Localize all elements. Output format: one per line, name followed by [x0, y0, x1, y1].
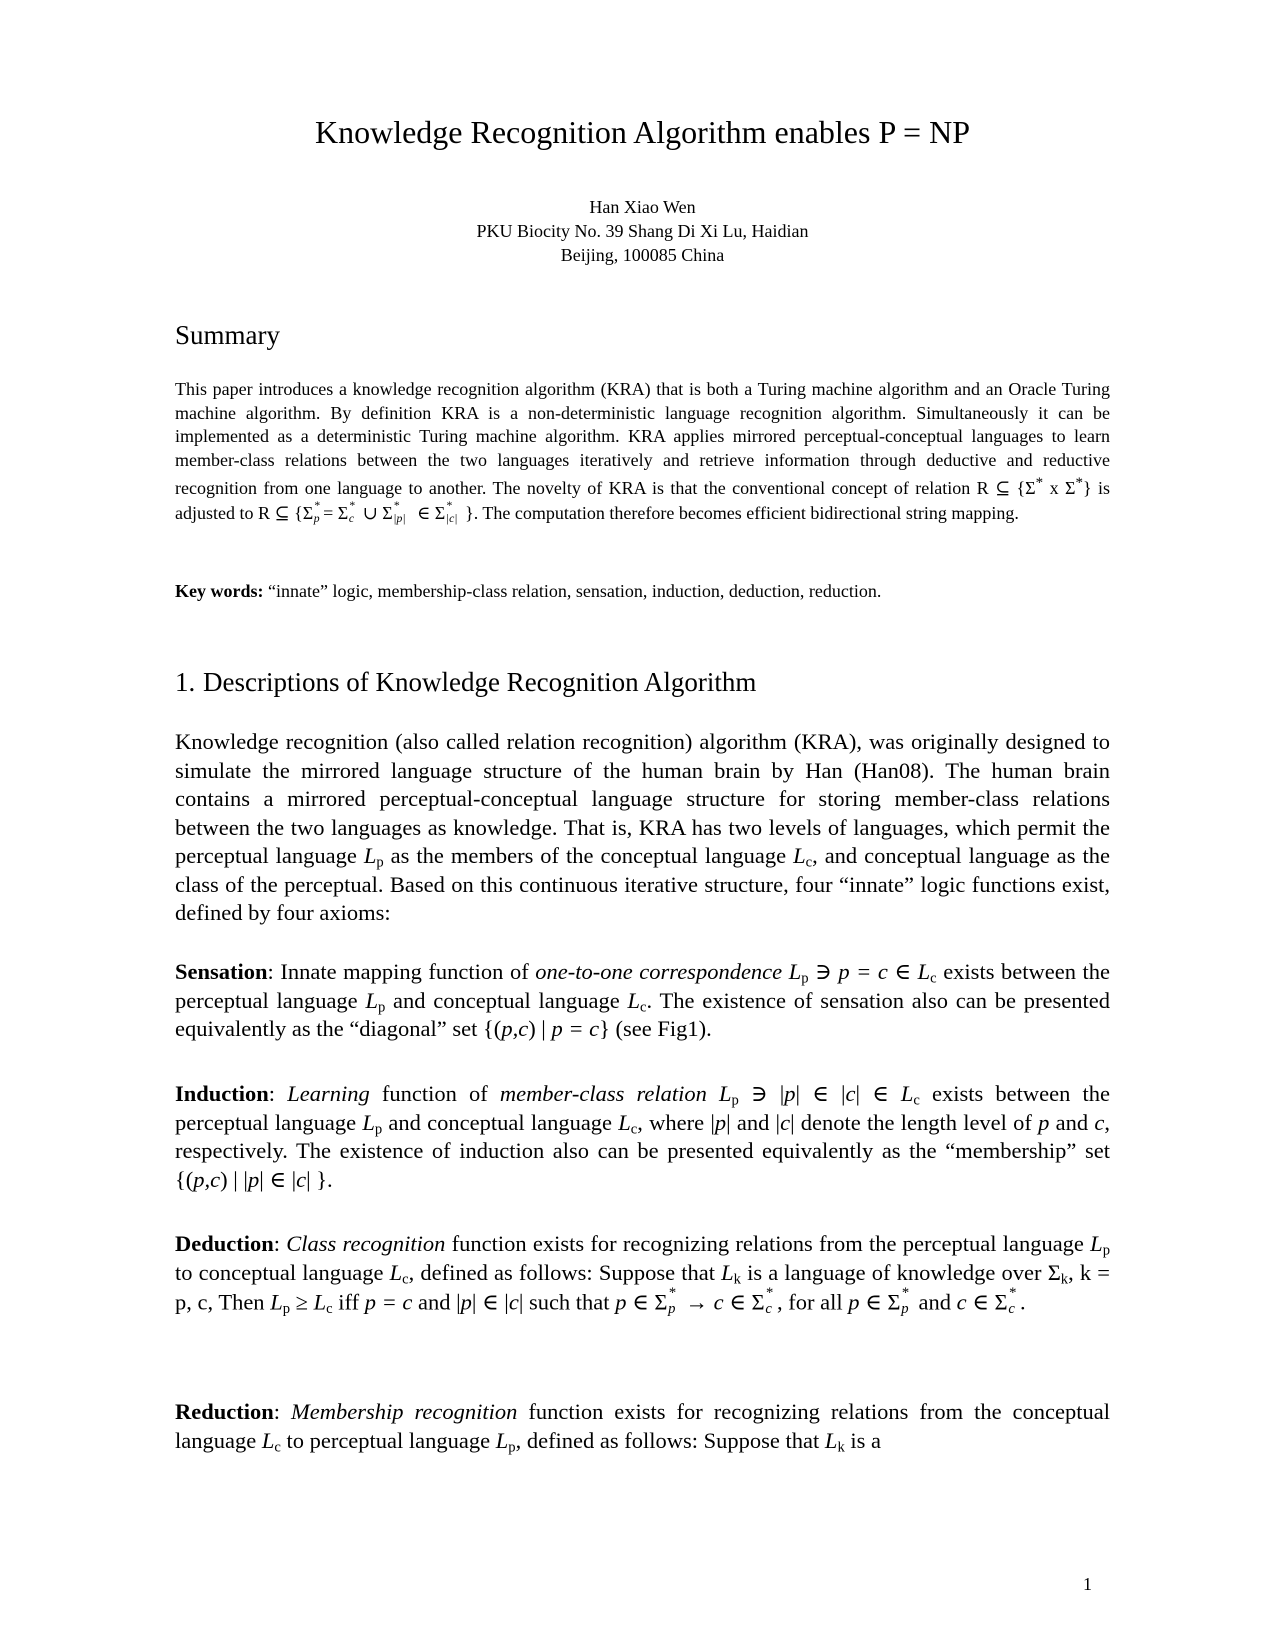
author-block — [175, 195, 1110, 267]
axiom-reduction: Reduction: Membership recognition function exists for recognizing relations from the conceptual language $L_c$ to perceptual language $L_p$, defined as follows: Suppose that $L_k$ is a — [175, 1399, 1110, 1456]
axiom-name: Induction — [175, 1081, 269, 1106]
keywords-label: Key words: — [175, 581, 264, 601]
keywords-text: “innate” logic, membership-class relation, sensation, induction, deduction, reduction. — [263, 581, 882, 601]
section-1-intro: Knowledge recognition (also called relation recognition) algorithm (KRA), was originally designed to simulate the mirrored language structure of the human brain by Han (Han08). The human brain contains a mirrored perceptual-conceptual language structure for storing member-class relations between the two languages as knowledge. That is, KRA has two levels of languages, which permit the perceptual language $L_p$ as the members of the conceptual language $L_c$, and conceptual language as the class of the perceptual. Based on this continuous iterative structure, four “innate” logic functions exist, defined by four axioms: — [175, 729, 1110, 925]
author-address-line1: PKU Biocity No. 39 Shang Di Xi Lu, Haidian — [476, 221, 809, 241]
author-address-line2: Beijing, 100085 China — [560, 245, 725, 265]
axiom-name: Reduction — [175, 1399, 274, 1424]
axiom-deduction: Deduction: Class recognition function exists for recognizing relations from the perceptual language $L_p$ to conceptual language $L_c$, defined as follows: Suppose that $L_k$ is a language of knowledge over $\Sigma_k$, k = p, c, Then $L_p \ge L_c$ iff p = c and |p| ∈ |c| such that p ∈ Σ * p → c ∈ Σ * c , for all p ∈ Σ * p and c ∈ Σ * c . — [175, 1231, 1110, 1318]
section-1-heading: 1. Descriptions of Knowledge Recognition Algorithm — [175, 667, 757, 697]
author-name: Han Xiao Wen — [589, 197, 696, 217]
summary-heading: Summary — [175, 320, 280, 350]
summary-abstract: This paper introduces a knowledge recognition algorithm (KRA) that is both a Turing machine algorithm and an Oracle Turing machine algorithm. By definition KRA is a non-deterministic language recognition algorithm. Simultaneously it can be implemented as a deterministic Turing machine algorithm. KRA applies mirrored perceptual-conceptual languages to learn member-class relations between the two languages iteratively and retrieve information through deductive and reductive recognition from one language to another. The novelty of KRA is that the conventional concept of relation R ⊆ {Σ* x Σ*} is adjusted to R ⊆ {Σ * p = Σ * c ∪ Σ * |p| ∈ Σ * |c| }. The computation therefore becomes efficient bidirectional string mapping. — [175, 379, 1110, 525]
paper-title: Knowledge Recognition Algorithm enables P = NP — [314, 114, 970, 150]
keywords — [175, 580, 881, 603]
axiom-name: Deduction — [175, 1231, 274, 1256]
page-number: 1 — [1083, 1574, 1092, 1594]
axiom-name: Sensation — [175, 959, 268, 984]
axiom-induction: Induction: Learning function of member-class relation $L_p$ ∋ |p| ∈ |c| ∈ $L_c$ exists between the perceptual language $L_p$ and conceptual language $L_c$, where |p| and |c| denote the length level of p and c, respectively. The existence of induction also can be presented equivalently as the “membership” set {(p,c) | |p| ∈ |c| }. — [175, 1081, 1110, 1192]
axiom-sensation: Sensation: Innate mapping function of one-to-one correspondence $L_p$ ∋ p = c ∈ $L_c$ exists between the perceptual language $L_p$ and conceptual language $L_c$. The existence of sensation also can be presented equivalently as the “diagonal” set {(p,c) | p = c} (see Fig1). — [175, 959, 1111, 1041]
